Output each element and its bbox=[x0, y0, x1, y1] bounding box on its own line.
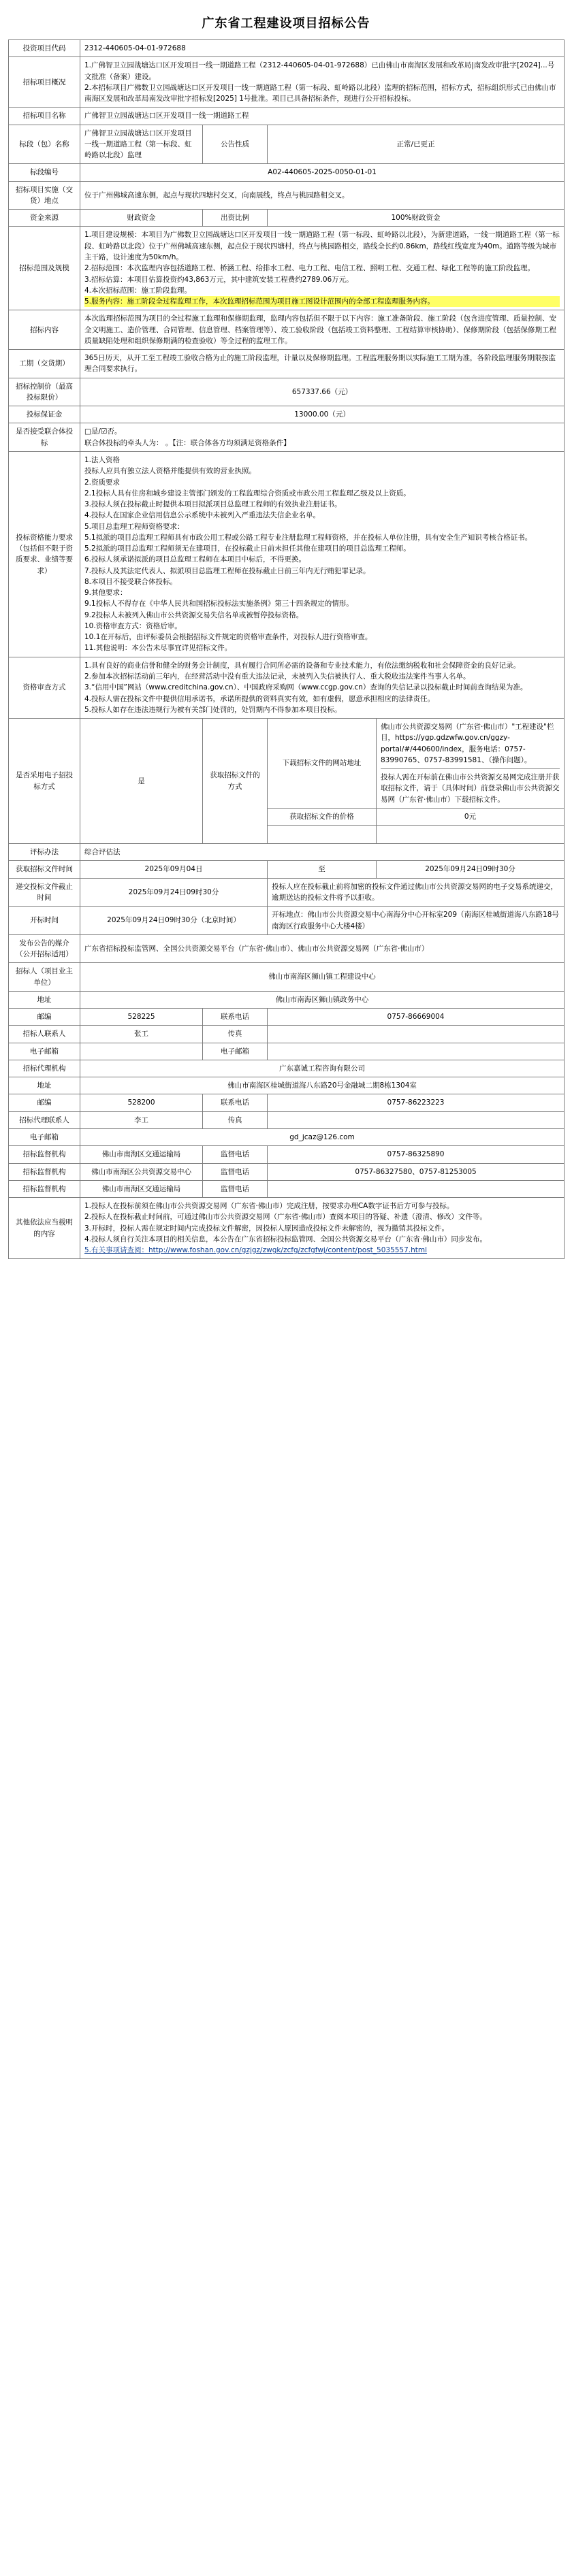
value-content: 本次监理招标范围为项目的全过程施工监理和保修期监理，监理内容包括但不限于以下内容：施工准备阶段、施工阶段（包含进度管理、质量控制、安全文明施工、造价管理、合同管理、信息管理、档案管理等）、竣工验收阶段（包括竣工资料整理、工程结算审核协助）、保修期阶段（包括保修期工程质量缺陷处理和组织保修期满的检查验收）等全过程的监理工作。 bbox=[80, 310, 565, 350]
requirement-line: 2.资质要求 bbox=[84, 478, 121, 487]
requirement-line: 9.1投标人不得存在《中华人民共和国招标投标法实施条例》第三十四条规定的情形。 bbox=[84, 600, 353, 608]
label-deadline: 递交投标文件截止时间 bbox=[9, 878, 80, 907]
row-ebid bbox=[9, 719, 565, 809]
value-requirements bbox=[80, 451, 565, 657]
row-deadline bbox=[9, 878, 565, 907]
requirement-line: 11.其他说明：本公告未尽事宜详见招标文件。 bbox=[84, 644, 232, 653]
summary-line: 2.本招标项目广佛数卫立园战塘达口区开发项目一线一期道路工程（第一标段、虹岭路以北段）监理的招标范围，招标方式，招标组织形式已由佛山市南海区发展和改革局南发改审批字招标发[2025] 1号批准。项目已具备招标条件，现进行公开招标投标。 bbox=[84, 83, 556, 103]
requirement-line: 3.投标人须在投标截止时提供本项目拟派项目总监理工程师的有效执业注册证书。 bbox=[84, 500, 342, 509]
value-open-time: 2025年09月24日09时30分（北京时间） bbox=[80, 907, 268, 935]
other-line: 2.投标人在投标截止时间前，可通过佛山市公共资源交易网（广东省·佛山市）查阅本项目的答疑、补遗（澄清、修改）文件等。 bbox=[84, 1213, 487, 1222]
credit-line: 5.投标人如存在违法违规行为被有关部门处罚的，处罚期内不得参加本项目投标。 bbox=[84, 705, 342, 714]
label-supervisor-phone: 监督电话 bbox=[203, 1180, 268, 1197]
requirement-line: 8.本项目不接受联合体投标。 bbox=[84, 577, 178, 586]
requirement-line: 9.2投标人未被列入佛山市公共资源交易失信名单或被暂停投标资格。 bbox=[84, 610, 304, 619]
label-supervisor-phone: 监督电话 bbox=[203, 1163, 268, 1180]
value-other bbox=[80, 1198, 565, 1259]
union-line: □是/☑否。 bbox=[84, 427, 122, 436]
row-media bbox=[9, 934, 565, 963]
value-e-bid: 是 bbox=[80, 719, 203, 844]
value-deadline-note: 投标人应在投标截止前将加密的投标文件通过佛山市公共资源交易网的电子交易系统递交，逾期送达的投标文件将予以拒收。 bbox=[268, 878, 565, 907]
value-project-name: 广佛智卫立园战塘达口区开发项目一线一期道路工程 bbox=[80, 108, 565, 125]
value-deposit: 13000.00（元） bbox=[80, 406, 565, 423]
row-project-code bbox=[9, 40, 565, 57]
row-tenderer-postcode bbox=[9, 1009, 565, 1026]
label-file-price: 获取招标文件的价格 bbox=[268, 808, 377, 825]
label-supervisor: 招标监督机构 bbox=[9, 1163, 80, 1180]
label-email-2: 电子邮箱 bbox=[203, 1043, 268, 1060]
value-agent-address: 佛山市南海区桂城街道海八东路20号金融城二期8栋1304室 bbox=[80, 1077, 565, 1094]
label-max-price: 招标控制价（最高投标限价） bbox=[9, 378, 80, 406]
label-deposit: 投标保证金 bbox=[9, 406, 80, 423]
value-announce-type: 正常/已更正 bbox=[268, 125, 565, 164]
label-tenderer: 招标人（项目业主单位） bbox=[9, 963, 80, 992]
label-project-code: 投资项目代码 bbox=[9, 40, 80, 57]
value-credit bbox=[80, 657, 565, 718]
credit-line: 3.“信用中国”网站（www.creditchina.gov.cn）、中国政府采购网（www.ccgp.gov.cn）查询的失信记录以投标截止时间前查询结果为准。 bbox=[84, 683, 528, 692]
union-line: 联合体投标的牵头人为： 。【注：联合体各方均须满足资格条件】 bbox=[84, 438, 291, 447]
label-bid-name: 标段（包）名称 bbox=[9, 125, 80, 164]
label-agent: 招标代理机构 bbox=[9, 1060, 80, 1077]
credit-line: 2.参加本次招标活动前三年内，在经营活动中没有重大违法记录，未被列入失信被执行人、重大税收违法案件当事人名单。 bbox=[84, 672, 471, 681]
row-open-time bbox=[9, 907, 565, 935]
label-fax: 传真 bbox=[203, 1026, 268, 1043]
label-supervisor: 招标监督机构 bbox=[9, 1146, 80, 1163]
row-get-file-time bbox=[9, 861, 565, 878]
row-bid-code bbox=[9, 164, 565, 181]
row-funds bbox=[9, 210, 565, 227]
value-agent-postcode: 528200 bbox=[80, 1094, 203, 1111]
row-duration bbox=[9, 350, 565, 378]
row-agent-postcode bbox=[9, 1094, 565, 1111]
summary-line: 1.广佛智卫立园战塘达口区开发项目一线一期道路工程（2312-440605-04-01-972688）已由佛山市南海区发展和改革局|南发改审批字[2024]...号文批准（备案）建设。 bbox=[84, 61, 555, 81]
empty-cell bbox=[377, 826, 565, 844]
other-line: 4.投标人须自行关注本项目的相关信息，本公告在广东省招标投标监管网、全国公共资源交易平台（广东省·佛山市）同步发布。 bbox=[84, 1235, 487, 1243]
row-bid-name bbox=[9, 125, 565, 164]
value-supervisor-phone: 0757-86325890 bbox=[268, 1146, 565, 1163]
label-address: 地址 bbox=[9, 991, 80, 1008]
value-bid-name: 广佛智卫立园战塘达口区开发项目一线一期道路工程（第一标段、虹岭路以北段）监理 bbox=[80, 125, 203, 164]
label-other: 其他依法应当载明的内容 bbox=[9, 1198, 80, 1259]
requirement-line: 1.法人资格 bbox=[84, 455, 121, 464]
value-supervisor-3-phone bbox=[268, 1180, 565, 1197]
download-note-text: 投标人需在开标前在佛山市公共资源交易网完成注册并获取招标文件，请于（具体时间）前登录佛山市公共资源交易网（广东省·佛山市）下载招标文件。 bbox=[381, 773, 560, 804]
label-credit: 资格审查方式 bbox=[9, 657, 80, 718]
page-title: 广东省工程建设项目招标公告 bbox=[202, 16, 370, 31]
credit-line: 1.具有良好的商业信誉和健全的财务会计制度，具有履行合同所必需的设备和专业技术能力，有依法缴纳税收和社会保障资金的良好记录。 bbox=[84, 661, 521, 670]
value-supervisor-2-phone: 0757-86327580、0757-81253005 bbox=[268, 1163, 565, 1180]
other-link[interactable]: 5.有关事项请查阅：http://www.foshan.gov.cn/gzjgz/zwgk/zcfg/zcfgfwj/content/post_5035557.html bbox=[84, 1246, 428, 1255]
row-agent bbox=[9, 1060, 565, 1077]
value-project-summary bbox=[80, 57, 565, 108]
label-contact: 招标人联系人 bbox=[9, 1026, 80, 1043]
row-deposit bbox=[9, 406, 565, 423]
row-requirements bbox=[9, 451, 565, 657]
row-tenderer-address bbox=[9, 991, 565, 1008]
value-tenderer-email bbox=[80, 1043, 203, 1060]
value-download-site bbox=[377, 719, 565, 809]
label-e-bid: 是否采用电子招投标方式 bbox=[9, 719, 80, 844]
value-media: 广东省招标投标监管网、全国公共资源交易平台（广东省·佛山市）、佛山市公共资源交易网（广东省·佛山市） bbox=[80, 934, 565, 963]
label-funds-ratio: 出资比例 bbox=[203, 210, 268, 227]
announcement-table bbox=[8, 39, 565, 1259]
label-agent-contact: 招标代理联系人 bbox=[9, 1111, 80, 1128]
row-eval-method bbox=[9, 844, 565, 861]
row-content bbox=[9, 310, 565, 350]
row-other bbox=[9, 1198, 565, 1259]
scope-line: 5.服务内容：施工阶段全过程监理工作，本次监理招标范围为项目施工图设计范围内的全部工程监理服务内容。 bbox=[84, 296, 560, 307]
value-agent-phone: 0757-86223223 bbox=[268, 1094, 565, 1111]
requirement-line: 2.1投标人具有住房和城乡建设主管部门颁发的工程监理综合资质或市政公用工程监理乙级及以上资质。 bbox=[84, 489, 411, 498]
scope-line: 1.项目建设规模：本项目为广佛数卫立园战塘达口区开发项目一线一期道路工程（第一标段、虹岭路以北段），为新建道路，一线一期道路工程（第一标段、虹岭路以北段）位于广州佛城高速东侧，起点位于现状四塘村，终点与桃园路相交，路线全长约0.86km，路线红线宽度为40m。道路等级为城市主干路，设计速度为50km/h。 bbox=[84, 231, 560, 261]
label-get-file-method: 获取招标文件的方式 bbox=[203, 719, 268, 844]
row-supervisor-1 bbox=[9, 1146, 565, 1163]
value-union bbox=[80, 423, 565, 452]
value-tenderer-email-2 bbox=[268, 1043, 565, 1060]
empty-cell bbox=[268, 826, 377, 844]
row-project-name bbox=[9, 108, 565, 125]
value-scope bbox=[80, 227, 565, 310]
value-agent-email: gd_jcaz@126.com bbox=[80, 1128, 565, 1145]
row-site bbox=[9, 181, 565, 210]
label-bid-code: 标段编号 bbox=[9, 164, 80, 181]
row-agent-contact bbox=[9, 1111, 565, 1128]
requirement-line: 5.项目总监理工程师资格要求： bbox=[84, 522, 185, 531]
value-tenderer-phone: 0757-86669004 bbox=[268, 1009, 565, 1026]
scope-line: 2.招标范围：本次监理内容包括道路工程、桥涵工程、给排水工程、电力工程、电信工程、照明工程、交通工程、绿化工程等的施工阶段监理。 bbox=[84, 264, 535, 273]
row-union bbox=[9, 423, 565, 452]
value-tenderer-address: 佛山市南海区狮山镇政务中心 bbox=[80, 991, 565, 1008]
value-project-code: 2312-440605-04-01-972688 bbox=[80, 40, 565, 57]
value-tenderer-fax bbox=[268, 1026, 565, 1043]
row-agent-address bbox=[9, 1077, 565, 1094]
value-get-file-time-to: 至 bbox=[268, 861, 377, 878]
value-tenderer-postcode: 528225 bbox=[80, 1009, 203, 1026]
requirement-line: 6.投标人须承诺拟派的项目总监理工程师在本项目中标后，不得更换。 bbox=[84, 555, 306, 564]
value-supervisor: 佛山市南海区交通运输局 bbox=[80, 1146, 203, 1163]
value-bid-code: A02-440605-2025-0050-01-01 bbox=[80, 164, 565, 181]
label-supervisor-phone: 监督电话 bbox=[203, 1146, 268, 1163]
requirement-line: 10.1在开标后，由评标委员会根据招标文件规定的资格审查条件，对投标人进行资格审查。 bbox=[84, 633, 372, 642]
requirement-line: 投标人应具有独立法人资格并能提供有效的营业执照。 bbox=[84, 467, 256, 476]
label-email: 电子邮箱 bbox=[9, 1043, 80, 1060]
row-scope bbox=[9, 227, 565, 310]
label-site: 招标项目实施（交货）地点 bbox=[9, 181, 80, 210]
label-supervisor: 招标监督机构 bbox=[9, 1180, 80, 1197]
label-postcode: 邮编 bbox=[9, 1094, 80, 1111]
label-contact-phone: 联系电话 bbox=[203, 1009, 268, 1026]
value-tenderer: 佛山市南海区狮山镇工程建设中心 bbox=[80, 963, 565, 992]
label-funds-source: 资金来源 bbox=[9, 210, 80, 227]
row-supervisor-3 bbox=[9, 1180, 565, 1197]
row-project-summary bbox=[9, 57, 565, 108]
label-address: 地址 bbox=[9, 1077, 80, 1094]
value-deadline: 2025年09月24日09时30分 bbox=[80, 878, 268, 907]
label-union: 是否接受联合体投标 bbox=[9, 423, 80, 452]
credit-line: 4.投标人需在投标文件中提供信用承诺书，承诺所提供的资料真实有效，如有虚假，愿意承担相应的法律责任。 bbox=[84, 694, 435, 703]
value-funds-source: 财政资金 bbox=[80, 210, 203, 227]
label-content: 招标内容 bbox=[9, 310, 80, 350]
label-open-time: 开标时间 bbox=[9, 907, 80, 935]
download-site-text: 佛山市公共资源交易网（广东省·佛山市）"工程建设"栏目，https://ygp.gdzwfw.gov.cn/ggzy-portal/#/440600/index，服务电话：0757-83990765、0757-83991581、（操作问题）。 bbox=[381, 723, 554, 764]
requirement-line: 5.1拟派的项目总监理工程师具有市政公用工程或公路工程专业注册监理工程师资格，并在投标人单位注册，具有安全生产知识考核合格证书。 bbox=[84, 533, 533, 542]
label-get-file-time: 获取招标文件时间 bbox=[9, 861, 80, 878]
value-file-price: 0元 bbox=[377, 808, 565, 825]
page bbox=[0, 0, 572, 1273]
value-supervisor-2: 佛山市南海区公共资源交易中心 bbox=[80, 1163, 203, 1180]
other-line: 3.开标时，投标人需在规定时间内完成投标文件解密，因投标人原因造成投标文件未解密的，视为撤销其投标文件。 bbox=[84, 1224, 449, 1233]
label-requirements: 投标资格能力要求（包括但不限于资质要求、业绩等要求） bbox=[9, 451, 80, 657]
label-download-site: 下载招标文件的网站地址 bbox=[268, 719, 377, 809]
label-media: 发布公告的媒介（公开招标适用） bbox=[9, 934, 80, 963]
row-credit bbox=[9, 657, 565, 718]
value-max-price: 657337.66（元） bbox=[80, 378, 565, 406]
label-contact-phone: 联系电话 bbox=[203, 1094, 268, 1111]
label-project-name: 招标项目名称 bbox=[9, 108, 80, 125]
other-line: 1.投标人在投标前须在佛山市公共资源交易网（广东省·佛山市）完成注册，按要求办理CA数字证书后方可参与投标。 bbox=[84, 1202, 454, 1211]
value-agent-fax bbox=[268, 1111, 565, 1128]
value-supervisor-3: 佛山市南海区交通运输局 bbox=[80, 1180, 203, 1197]
row-tenderer-email bbox=[9, 1043, 565, 1060]
requirement-line: 5.2拟派的项目总监理工程师须无在建项目，在投标截止日前未担任其他在建项目的项目总监理工程师。 bbox=[84, 544, 411, 553]
value-agent: 广东嘉诚工程咨询有限公司 bbox=[80, 1060, 565, 1077]
label-announce-type: 公告性质 bbox=[203, 125, 268, 164]
row-agent-email bbox=[9, 1128, 565, 1145]
requirement-line: 10.资格审查方式：资格后审。 bbox=[84, 621, 182, 630]
value-open-site: 开标地点：佛山市公共资源交易中心南海分中心开标室209（南海区桂城街道海八东路18号南海区行政服务中心大楼4楼） bbox=[268, 907, 565, 935]
label-fax: 传真 bbox=[203, 1111, 268, 1128]
label-duration: 工期（交货期） bbox=[9, 350, 80, 378]
row-supervisor-2 bbox=[9, 1163, 565, 1180]
label-email: 电子邮箱 bbox=[9, 1128, 80, 1145]
row-tenderer bbox=[9, 963, 565, 992]
value-eval-method: 综合评估法 bbox=[80, 844, 565, 861]
value-agent-contact: 李工 bbox=[80, 1111, 203, 1128]
label-postcode: 邮编 bbox=[9, 1009, 80, 1026]
scope-line: 3.招标估算：本项目估算投资约43,863万元，其中建筑安装工程费约2789.06万元。 bbox=[84, 275, 353, 284]
label-scope: 招标范围及规模 bbox=[9, 227, 80, 310]
divider bbox=[381, 768, 560, 769]
value-get-file-time-start: 2025年09月04日 bbox=[80, 861, 268, 878]
requirement-line: 9.其他要求： bbox=[84, 589, 127, 598]
row-tenderer-contact bbox=[9, 1026, 565, 1043]
value-tenderer-contact: 张工 bbox=[80, 1026, 203, 1043]
value-funds-ratio: 100%财政资金 bbox=[268, 210, 565, 227]
requirement-line: 4.投标人在国家企业信用信息公示系统中未被列入严重违法失信企业名单。 bbox=[84, 511, 321, 520]
row-max-price bbox=[9, 378, 565, 406]
label-project-summary: 招标项目概况 bbox=[9, 57, 80, 108]
value-get-file-time-end: 2025年09月24日09时30分 bbox=[377, 861, 565, 878]
requirement-line: 7.投标人及其法定代表人、拟派项目总监理工程师在投标截止日前三年内无行贿犯罪记录。 bbox=[84, 566, 370, 575]
label-eval-method: 评标办法 bbox=[9, 844, 80, 861]
scope-line: 4.本次招标范围：施工阶段监理。 bbox=[84, 286, 192, 295]
value-site: 位于广州佛城高速东侧，起点与现状四塘村交叉，向南展线，终点与桃园路相交叉。 bbox=[80, 181, 565, 210]
value-duration: 365日历天，从开工至工程竣工验收合格为止的施工阶段监理，计量以及保修期监理。工程监理服务期以实际施工工期为准，各阶段监理服务期限按监理合同要求执行。 bbox=[80, 350, 565, 378]
